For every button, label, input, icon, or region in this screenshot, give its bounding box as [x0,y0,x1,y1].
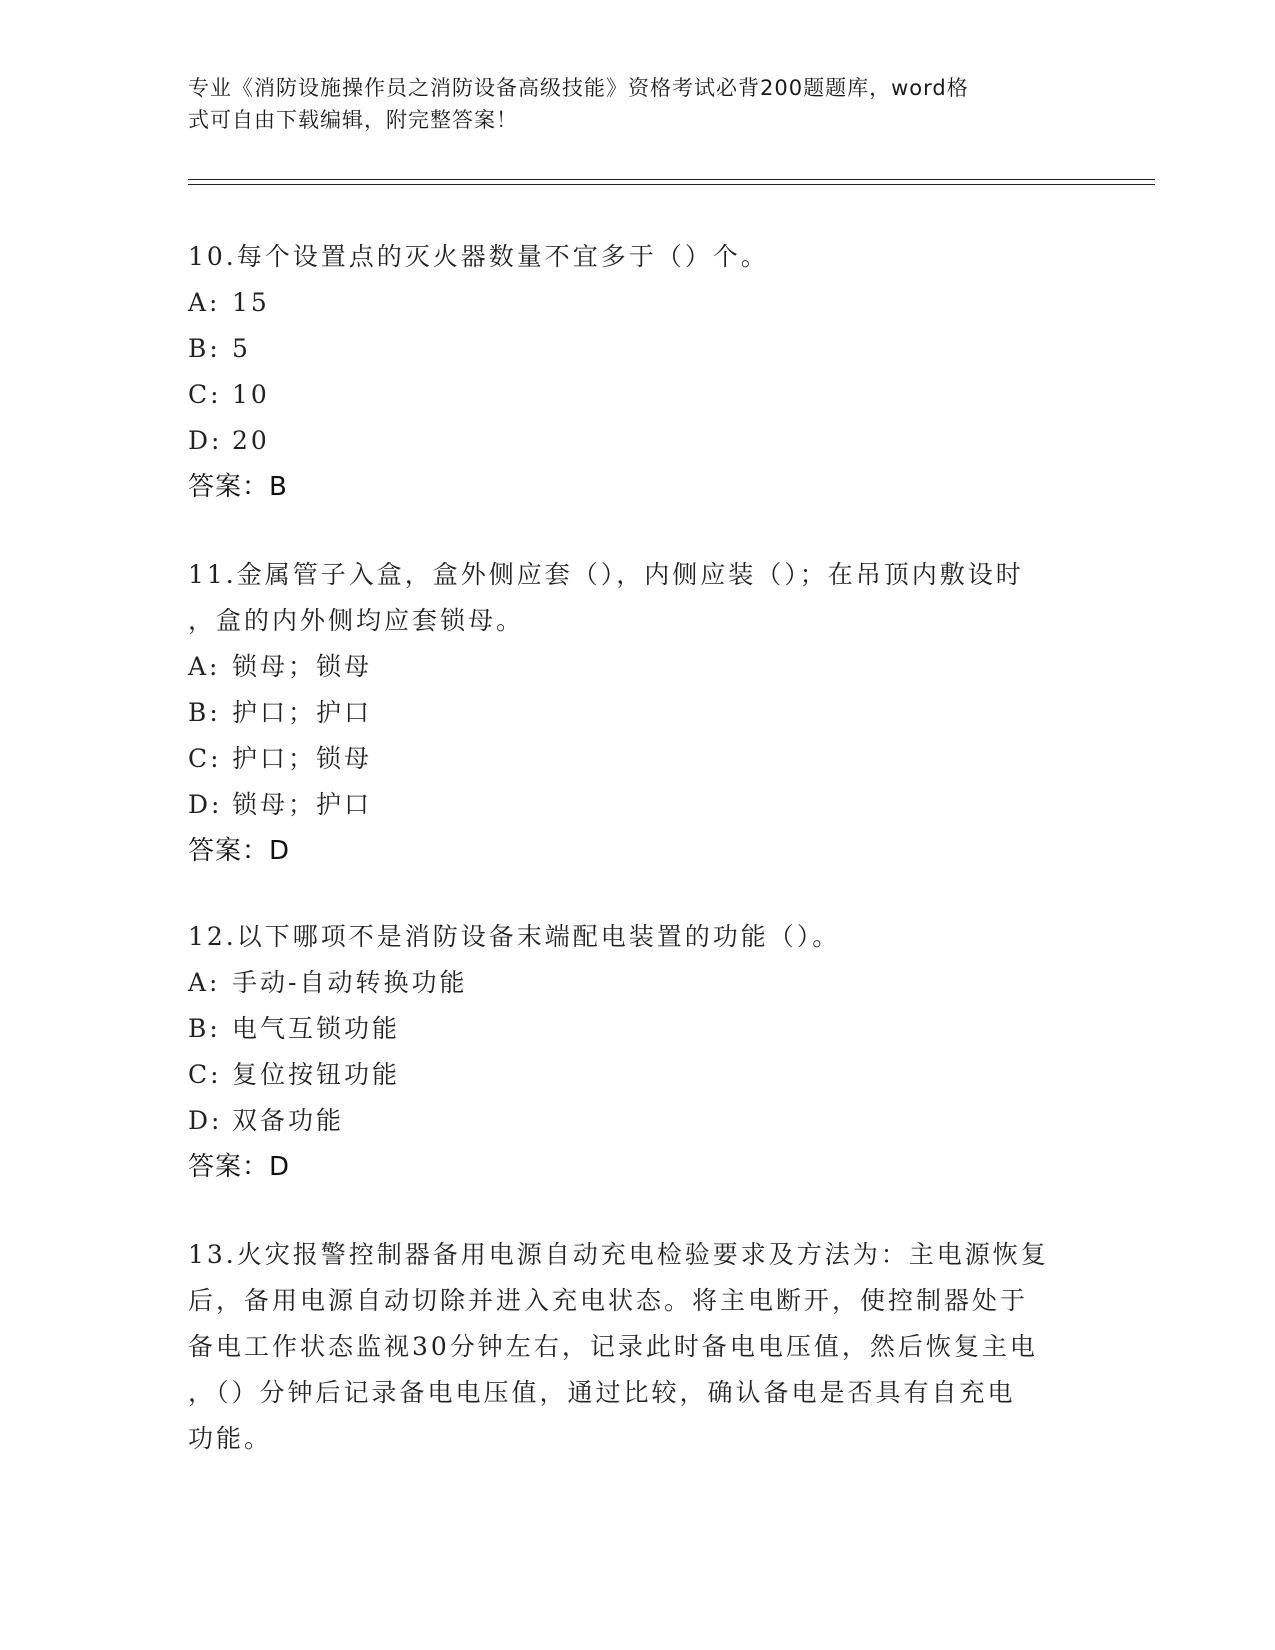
question-11 [188,552,1088,874]
option-key: D: [188,426,223,455]
option-text: 10 [232,380,270,409]
option-text: 双备功能 [232,1106,345,1135]
option-text: 20 [232,426,270,455]
document-header [188,72,1068,136]
option-text: 5 [232,334,251,363]
option-key: A: [188,968,221,997]
header-divider-top [188,179,1155,180]
question-stem: 10.每个设置点的灭火器数量不宜多于（）个。 [188,242,769,271]
question-13 [188,1232,1088,1462]
option-key: C: [188,380,222,409]
option-text: 复位按钮功能 [232,1060,401,1089]
question-stem: 11.金属管子入盒，盒外侧应套（），内侧应装（）；在吊顶内敷设时 [188,560,1024,589]
option-text: 锁母；护口 [232,790,373,819]
question-10 [188,234,1088,510]
option-key: C: [188,744,222,773]
option-a [188,644,1088,690]
option-b [188,326,1088,372]
option-text: 15 [232,288,270,317]
question-12 [188,914,1088,1190]
question-stem: 12.以下哪项不是消防设备末端配电装置的功能（）。 [188,922,841,951]
header-line-2: 式可自由下载编辑，附完整答案！ [188,108,518,132]
option-key: A: [188,288,221,317]
answer: 答案：D [188,836,291,866]
option-text: 电气互锁功能 [232,1014,401,1043]
option-text: 护口；护口 [232,698,373,727]
question-stem: ，（）分钟后记录备电电压值，通过比较，确认备电是否具有自充电 [188,1378,1016,1407]
option-key: D: [188,1106,223,1135]
option-c [188,736,1088,782]
question-stem: 后，备用电源自动切除并进入充电状态。将主电断开，使控制器处于 [188,1286,1029,1315]
option-key: C: [188,1060,222,1089]
answer: 答案：B [188,472,288,502]
option-d [188,418,1088,464]
option-key: A: [188,652,221,681]
option-text: 锁母；锁母 [232,652,373,681]
option-key: B: [188,334,221,363]
question-stem: 功能。 [188,1424,273,1453]
answer: 答案：D [188,1152,291,1182]
option-key: D: [188,790,223,819]
option-text: 护口；锁母 [232,744,373,773]
option-c [188,1052,1088,1098]
option-a [188,280,1088,326]
option-d [188,1098,1088,1144]
question-stem: 备电工作状态监视30分钟左右，记录此时备电电压值，然后恢复主电 [188,1332,1038,1361]
option-b [188,690,1088,736]
option-d [188,782,1088,828]
option-text: 手动-自动转换功能 [232,968,468,997]
option-b [188,1006,1088,1052]
option-key: B: [188,1014,221,1043]
question-stem: 13.火灾报警控制器备用电源自动充电检验要求及方法为：主电源恢复 [188,1240,1049,1269]
header-line-1: 专业《消防设施操作员之消防设备高级技能》资格考试必背200题题库，word格 [188,76,969,100]
option-key: B: [188,698,221,727]
option-a [188,960,1088,1006]
option-c [188,372,1088,418]
question-stem: ，盒的内外侧均应套锁母。 [188,606,525,635]
header-divider-bottom [188,184,1155,185]
